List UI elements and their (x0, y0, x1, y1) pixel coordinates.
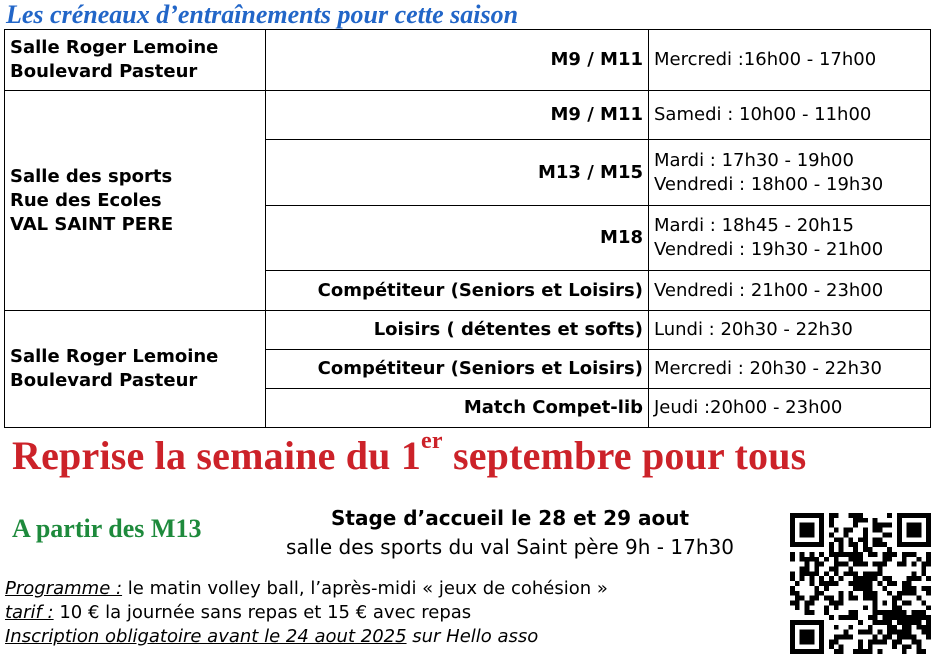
category-cell: Compétiteur (Seniors et Loisirs) (266, 271, 649, 311)
time-cell (649, 271, 931, 311)
category-cell: M18 (266, 206, 649, 271)
time-cell (649, 350, 931, 389)
venue-line: Salle Roger Lemoine (10, 37, 219, 58)
reprise-text-end: septembre pour tous (442, 433, 807, 478)
table-row (5, 91, 931, 140)
venue-cell (5, 30, 266, 91)
venue-line: Salle Roger Lemoine (10, 346, 219, 367)
time-cell (649, 206, 931, 271)
time-line: Samedi : 10h00 - 11h00 (654, 104, 872, 125)
programme-line (5, 578, 608, 599)
programme-label: Programme : (5, 578, 123, 599)
venue-cell (5, 91, 266, 311)
time-cell (649, 389, 931, 428)
age-note: A partir des M13 (12, 514, 202, 543)
time-line: Vendredi : 21h00 - 23h00 (654, 279, 884, 301)
stage-title: Stage d’accueil le 28 et 29 aout (331, 506, 689, 530)
inscription-line (5, 626, 538, 647)
reprise-heading (12, 428, 807, 479)
venue-line: VAL SAINT PERE (10, 213, 174, 235)
time-cell (649, 30, 931, 91)
venue-line: Boulevard Pasteur (10, 61, 198, 82)
time-line: Lundi : 20h30 - 22h30 (654, 319, 853, 340)
time-line: Mardi : 18h45 - 20h15 (654, 215, 854, 236)
qr-code-icon[interactable] (790, 513, 931, 654)
venue-line: Rue des Ecoles (10, 189, 162, 211)
time-cell (649, 91, 931, 140)
category-cell: M9 / M11 (266, 30, 649, 91)
time-line: Jeudi :20h00 - 23h00 (654, 397, 843, 418)
schedule-table (4, 29, 931, 428)
time-line: Mercredi :16h00 - 17h00 (654, 49, 877, 70)
category-cell: Compétiteur (Seniors et Loisirs) (266, 350, 649, 389)
table-row (5, 311, 931, 350)
reprise-superscript: er (421, 428, 443, 454)
time-line: Mardi : 17h30 - 19h00 (654, 149, 854, 171)
venue-cell (5, 311, 266, 428)
venue-line: Salle des sports (10, 165, 173, 187)
inscription-text: sur Hello asso (406, 626, 539, 647)
category-cell: Loisirs ( détentes et softs) (266, 311, 649, 350)
category-cell: M9 / M11 (266, 91, 649, 140)
inscription-label: Inscription obligatoire avant le 24 aout 2025 (5, 626, 407, 647)
tarif-label: tarif : (5, 602, 54, 623)
programme-text: le matin volley ball, l’après-midi « jeux de cohésion » (122, 578, 608, 599)
category-cell: Match Compet-lib (266, 389, 649, 428)
tarif-text: 10 € la journée sans repas et 15 € avec repas (53, 602, 472, 623)
tarif-line (5, 602, 471, 623)
page-title: Les créneaux d’entraînements pour cette saison (6, 0, 519, 29)
time-cell (649, 140, 931, 206)
time-cell (649, 311, 931, 350)
stage-place: salle des sports du val Saint père 9h - 17h30 (286, 535, 734, 559)
venue-line: Boulevard Pasteur (10, 370, 198, 391)
table-row (5, 30, 931, 91)
time-line: Vendredi : 19h30 - 21h00 (654, 239, 884, 260)
reprise-text: Reprise la semaine du 1 (12, 433, 422, 478)
time-line: Vendredi : 18h00 - 19h30 (654, 173, 884, 195)
time-line: Mercredi : 20h30 - 22h30 (654, 358, 882, 379)
category-cell: M13 / M15 (266, 140, 649, 206)
